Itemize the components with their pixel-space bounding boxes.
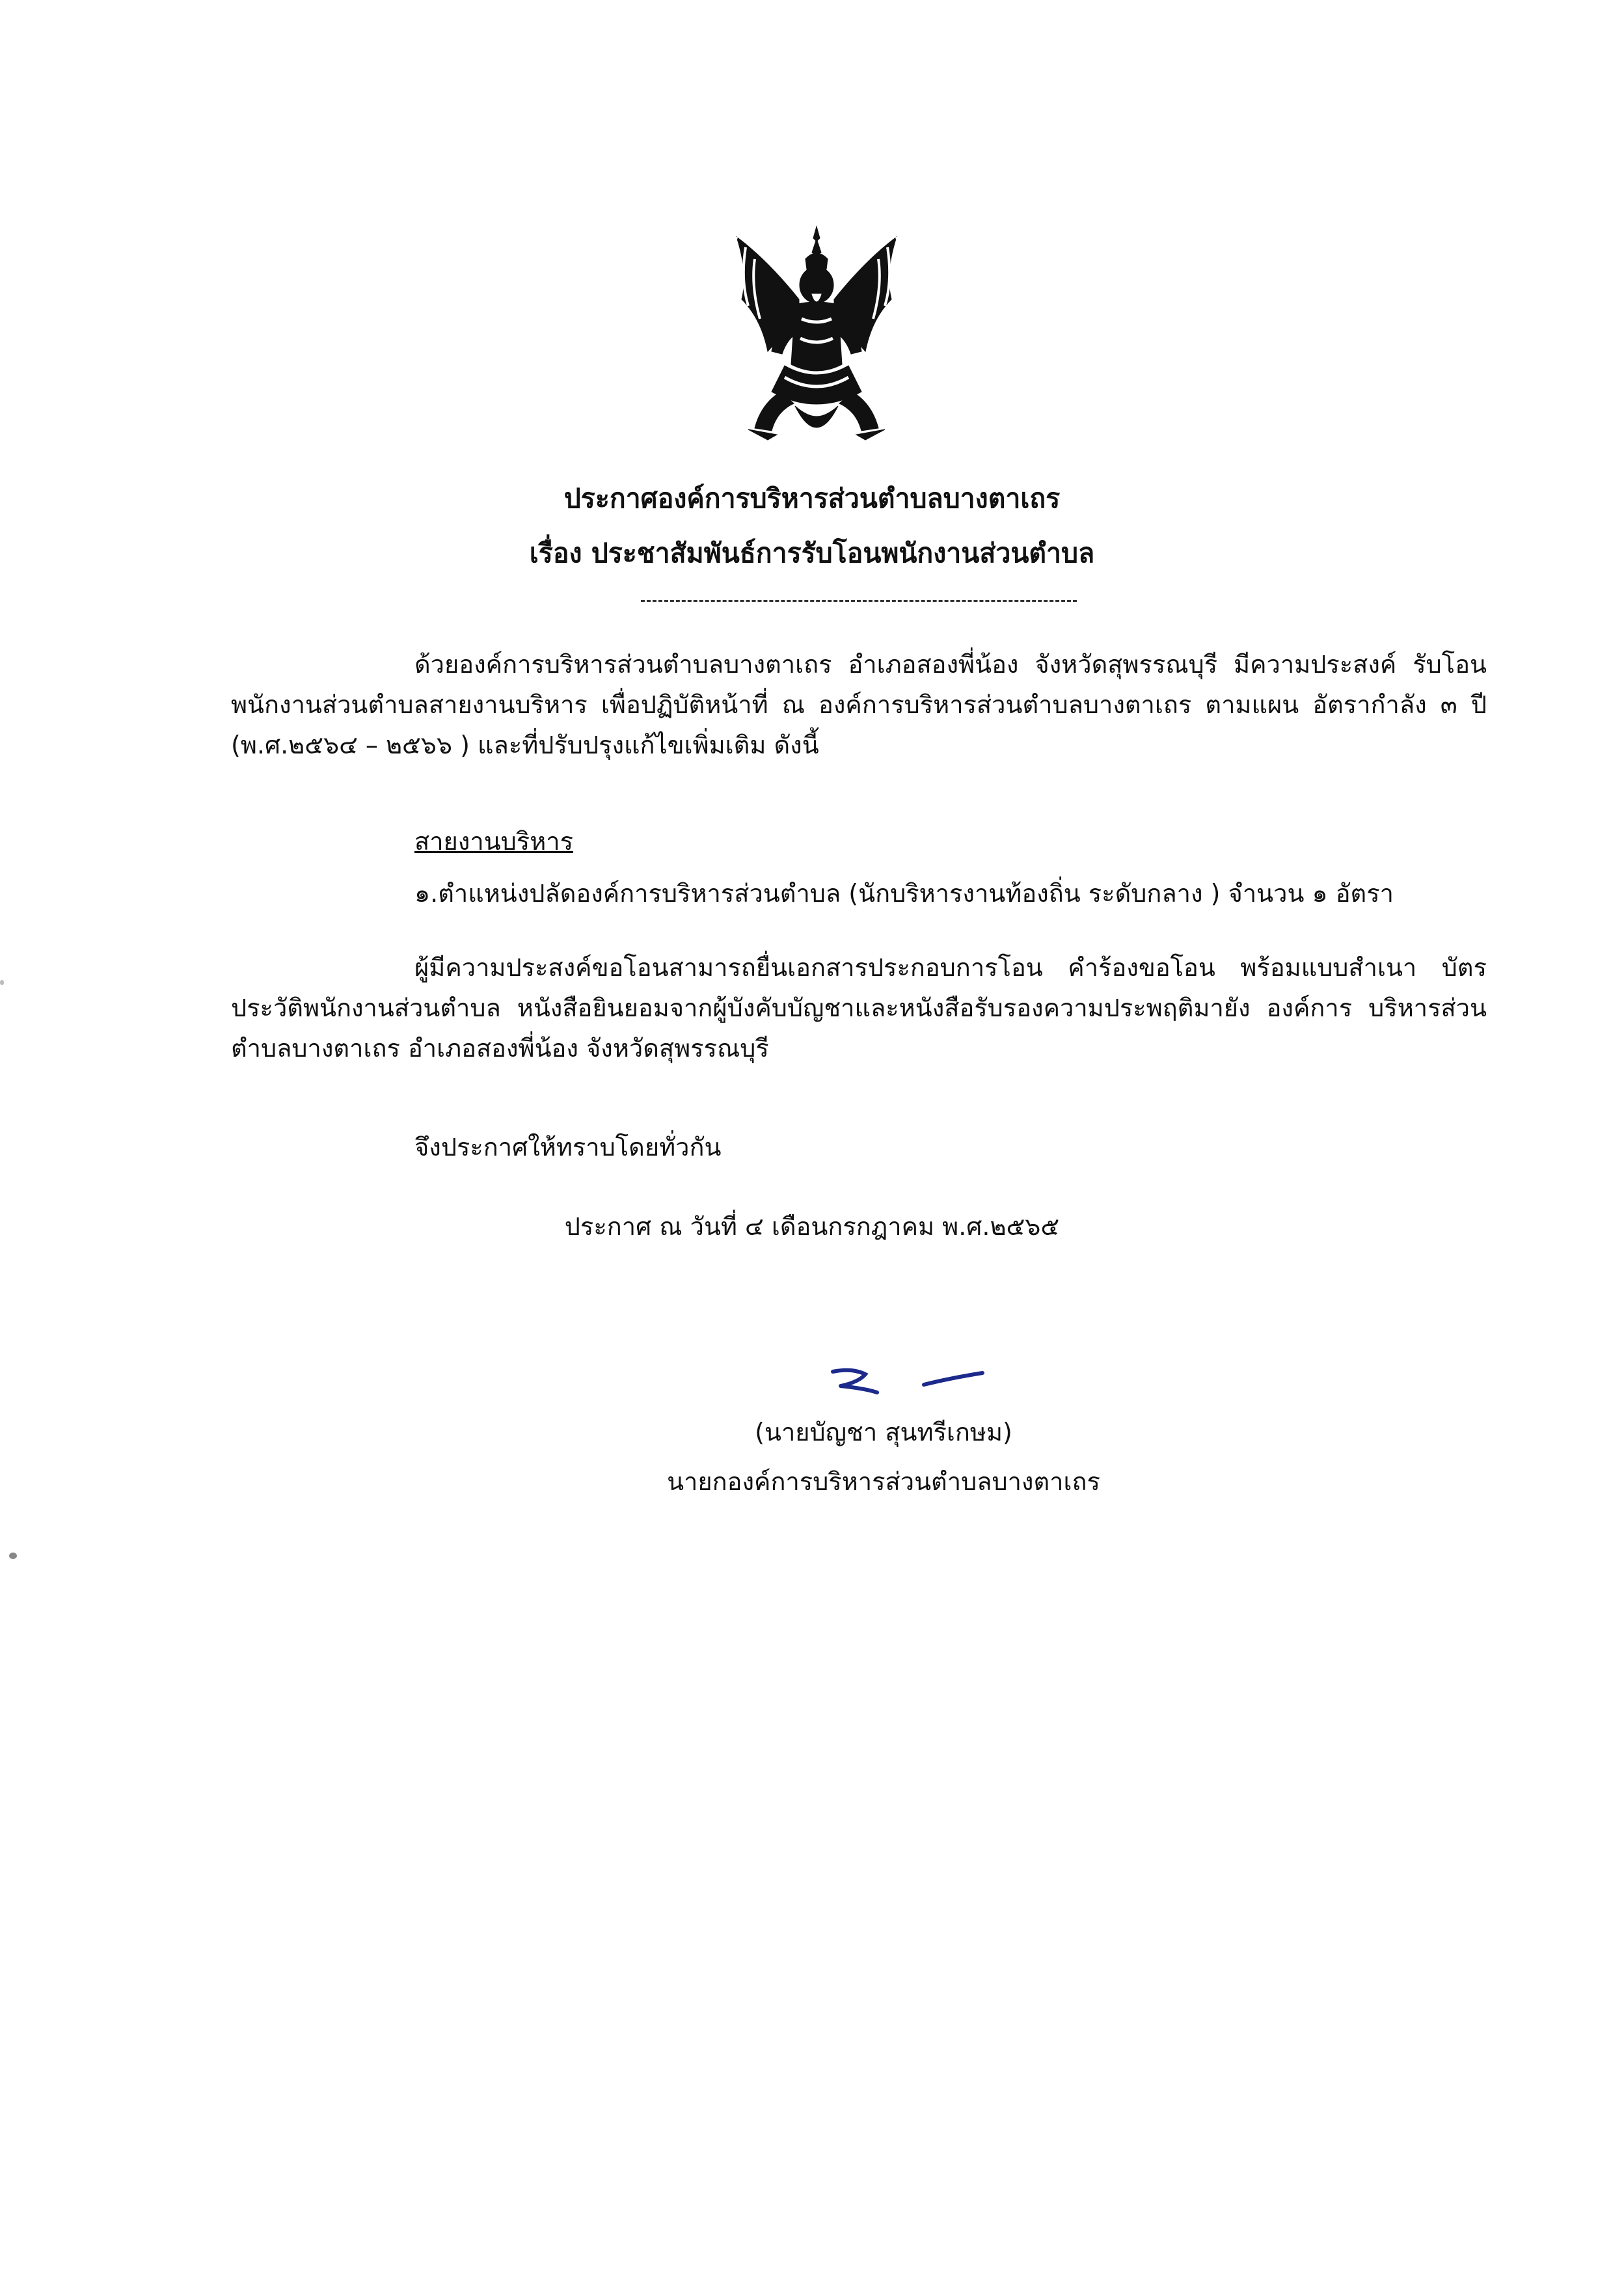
- title-divider: [641, 600, 1077, 602]
- announcement-subject: เรื่อง ประชาสัมพันธ์การรับโอนพนักงานส่วนตำบล: [529, 537, 1095, 569]
- garuda-emblem-icon: [722, 221, 911, 449]
- intro-paragraph: ด้วยองค์การบริหารส่วนตำบลบางตาเถร อำเภอสองพี่น้อง จังหวัดสุพรรณบุรี มีความประสงค์ รับโอน พนักงานส่วนตำบลสายงานบริหาร เพื่อปฏิบัติหน้าที่ ณ องค์การบริหารส่วนตำบลบางตาเถร ตามแผน อัตรากำลัง ๓ ปี (พ.ศ.๒๕๖๔ – ๒๕๖๖ ) และที่ปรับปรุงแก้ไขเพิ่มเติม ดังนี้: [231, 650, 1487, 759]
- announcement-title: ประกาศองค์การบริหารส่วนตำบลบางตาเถร: [563, 483, 1061, 514]
- section-heading: สายงานบริหาร: [414, 827, 573, 856]
- closing-statement: จึงประกาศให้ทราบโดยทั่วกัน: [414, 1133, 722, 1161]
- signature-icon: [826, 1360, 995, 1399]
- announcement-date: ประกาศ ณ วันที่ ๔ เดือนกรกฎาคม พ.ศ.๒๕๖๕: [564, 1212, 1060, 1241]
- signer-name: (นายบัญชา สุนทรีเกษม): [755, 1418, 1012, 1446]
- scan-speck: [9, 1553, 17, 1559]
- signer-position: นายกองค์การบริหารส่วนตำบลบางตาเถร: [667, 1467, 1100, 1496]
- position-item: ๑.ตำแหน่งปลัดองค์การบริหารส่วนตำบล (นักบริหารงานท้องถิ่น ระดับกลาง ) จำนวน ๑ อัตรา: [414, 879, 1394, 908]
- scan-speck: [0, 980, 4, 985]
- requirements-paragraph: ผู้มีความประสงค์ขอโอนสามารถยื่นเอกสารประกอบการโอน คำร้องขอโอน พร้อมแบบสำเนา บัตรประวัติพนักงานส่วนตำบล หนังสือยินยอมจากผู้บังคับบัญชาและหนังสือรับรองความประพฤติมายัง องค์การ บริหารส่วนตำบลบางตาเถร อำเภอสองพี่น้อง จังหวัดสุพรรณบุรี: [231, 953, 1487, 1063]
